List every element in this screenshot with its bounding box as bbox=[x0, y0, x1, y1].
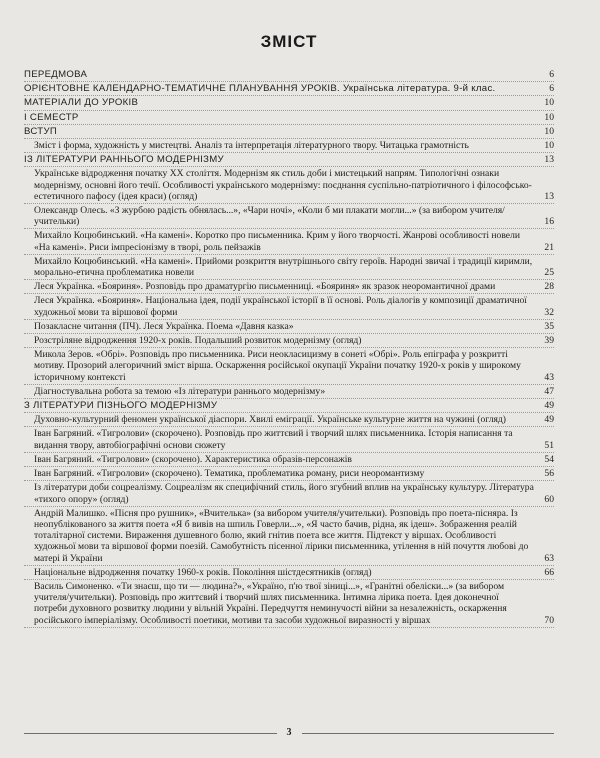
toc-entry bbox=[24, 167, 554, 204]
toc-section-heading bbox=[24, 82, 554, 96]
toc-entry-text: З ЛІТЕРАТУРИ ПІЗНЬОГО МОДЕРНІЗМУ bbox=[24, 400, 218, 412]
toc-section-heading bbox=[24, 125, 554, 139]
toc-page-number: 39 bbox=[544, 335, 554, 347]
toc-entry-text: Леся Українка. «Бояриня». Розповідь про драматургію письменниці. «Бояриня» як зразок неоромантичної драми bbox=[34, 281, 496, 293]
toc-section-heading bbox=[24, 399, 554, 413]
toc-page-number: 28 bbox=[544, 281, 554, 293]
toc-page-number: 6 bbox=[549, 83, 554, 95]
toc-entry-text: Іван Багряний. «Тигролови» (скорочено). Характеристика образів-персонажів bbox=[34, 453, 352, 465]
page-footer bbox=[24, 727, 554, 738]
toc-page-number: 43 bbox=[544, 371, 554, 383]
toc-entry bbox=[24, 204, 554, 229]
toc-entry bbox=[24, 507, 554, 566]
toc-entry bbox=[24, 280, 554, 294]
toc-entry-text: Національне відродження початку 1960-х років. Покоління шістдесятників (огляд) bbox=[34, 566, 372, 578]
toc-entry-text: Зміст і форма, художність у мистецтві. Аналіз та інтерпретація літературного твору. Читацька грамотність bbox=[34, 140, 469, 152]
page-number: 3 bbox=[277, 727, 302, 738]
toc-page-number: 54 bbox=[544, 453, 554, 465]
toc-page-number: 63 bbox=[544, 552, 554, 564]
toc-entry bbox=[24, 385, 554, 399]
toc-page-number: 49 bbox=[544, 414, 554, 426]
toc-page-number: 10 bbox=[544, 97, 554, 109]
toc-entry-text: ІЗ ЛІТЕРАТУРИ РАННЬОГО МОДЕРНІЗМУ bbox=[24, 154, 224, 166]
toc-entry-text: ПЕРЕДМОВА bbox=[24, 69, 88, 80]
toc-entry-text: Михайло Коцюбинський. «На камені». Коротко про письменника. Крим у його творчості. Жанрові особливості новели «На камені». Риси імпресіонізму в творі, роль пейзажів bbox=[34, 230, 520, 253]
toc-entry-text: Василь Симоненко. «Ти знаєш, що ти — людина?», «Україно, п'ю твої зіниці...», «Гранітні обеліски...» (за вибором учителя/учительки). Розповідь про життєвий і творчий шлях письменника. Інтимна лірика поета. Ідея доконечної потреби духовного розвитку людини у вільній Україні. Передчуття неминучості війни за незалежність, оскарження російського імперіалізму. Особливості поетики, мотиви та засоби художньої виразності у віршах bbox=[34, 580, 507, 626]
toc-section-heading bbox=[24, 153, 554, 167]
toc-entry-text: Духовно-культурний феномен української діаспори. Хвилі еміграції. Українське культурне життя на чужині (огляд) bbox=[34, 414, 506, 426]
toc-entry-text: Андрій Малишко. «Пісня про рушник», «Вчителька» (за вибором учителя/учительки). Розповідь про поета-пісняра. Із неопублікованого за життя поета «Я б вивів на шпиль Говерли...», «Я часто бачив, рідна, як ідеш». Зображення реалій тоталітарної системи. Вираження душевного болю, який гнітив поета все життя. Підтекст у віршах. Особливості художньої мови та віршової форми поезій. Самобутність пісенної лірики письменника, утілення в ній почуття любові до матері й України bbox=[34, 507, 529, 564]
toc-page-number: 35 bbox=[544, 320, 554, 332]
toc-entry bbox=[24, 580, 554, 628]
toc-entry-text: Олександр Олесь. «З журбою радість обнялась...», «Чари ночі», «Коли б ми плакати могли...» (за вибором учителя/учительки) bbox=[34, 205, 505, 228]
toc-page-number: 49 bbox=[544, 400, 554, 412]
toc-entry-text: Микола Зеров. «Обрі». Розповідь про письменника. Риси неокласицизму в сонеті «Обрі». Роль епіграфа у розкритті мотиву. Прозорий алегоричний зміст вірша. Оскарження російської окупації України початку 1920-х років у широкому історичному контексті bbox=[34, 349, 521, 383]
toc-entry-text: Позакласне читання (ПЧ). Леся Українка. Поема «Давня казка» bbox=[34, 320, 294, 332]
table-of-contents bbox=[24, 68, 554, 628]
toc-section-heading bbox=[24, 68, 554, 82]
page-title: ЗМІСТ bbox=[260, 32, 318, 51]
toc-entry bbox=[24, 229, 554, 254]
toc-page-number: 66 bbox=[544, 566, 554, 578]
toc-entry bbox=[24, 255, 554, 280]
toc-entry-text: Із літератури доби соцреалізму. Соцреалізм як специфічний стиль, його згубний вплив на українську культуру. Література «тихого опору» (огляд) bbox=[34, 482, 534, 505]
toc-page-number: 47 bbox=[544, 385, 554, 397]
toc-entry bbox=[24, 481, 554, 506]
toc-page-number: 16 bbox=[544, 216, 554, 228]
toc-entry-text: Михайло Коцюбинський. «На камені». Прийоми розкриття внутрішнього світу героїв. Народні звичаї і традиції киримли, морально-етична проблематика новели bbox=[34, 255, 533, 279]
toc-page-number: 51 bbox=[544, 439, 554, 451]
toc-entry-text: ВСТУП bbox=[24, 125, 58, 137]
toc-entry-text: Українське відродження початку ХХ століття. Модернізм як стиль доби і мистецький напрям. Типологічні ознаки модернізму, основні його течії. Особливості українського модернізму: поєднання суспільно-патріотичного і філософсько-естетичного пафосу (ідея краси) (огляд) bbox=[34, 168, 532, 202]
toc-page-number: 60 bbox=[544, 493, 554, 505]
toc-entry bbox=[24, 348, 554, 385]
toc-page-number: 10 bbox=[544, 125, 554, 137]
toc-section-heading bbox=[24, 111, 554, 125]
toc-entry-text: І СЕМЕСТР bbox=[24, 111, 79, 123]
toc-page-number: 13 bbox=[544, 190, 554, 202]
toc-page-number: 25 bbox=[544, 267, 554, 279]
toc-entry bbox=[24, 294, 554, 319]
toc-entry-text: МАТЕРІАЛИ ДО УРОКІВ bbox=[24, 97, 139, 109]
toc-page-number: 10 bbox=[544, 140, 554, 152]
toc-page-number: 56 bbox=[544, 468, 554, 480]
toc-page-number: 10 bbox=[544, 111, 554, 123]
toc-entry bbox=[24, 566, 554, 580]
toc-section-heading bbox=[24, 96, 554, 110]
toc-entry-text: ОРІЄНТОВНЕ КАЛЕНДАРНО-ТЕМАТИЧНЕ ПЛАНУВАННЯ УРОКІВ. Українська література. 9-й клас. bbox=[24, 83, 496, 95]
toc-entry bbox=[24, 413, 554, 427]
toc-entry bbox=[24, 427, 554, 452]
toc-entry bbox=[24, 453, 554, 467]
toc-page-number: 13 bbox=[544, 154, 554, 166]
toc-entry bbox=[24, 467, 554, 481]
toc-entry bbox=[24, 139, 554, 153]
toc-page-number: 32 bbox=[544, 306, 554, 318]
toc-entry-text: Іван Багряний. «Тигролови» (скорочено). Тематика, проблематика роману, риси неоромантизму bbox=[34, 468, 425, 480]
toc-page-number: 6 bbox=[549, 69, 554, 80]
toc-entry bbox=[24, 334, 554, 348]
toc-entry-text: Діагностувальна робота за темою «Із літератури раннього модернізму» bbox=[34, 385, 326, 397]
toc-entry-text: Леся Українка. «Бояриня». Національна ідея, події української історії в її основі. Роль діалогів у композиції драматичної художньої мови та віршової форми bbox=[34, 295, 527, 318]
toc-page-number: 21 bbox=[544, 241, 554, 253]
toc-entry bbox=[24, 320, 554, 334]
toc-entry-text: Розстріляне відродження 1920-х років. Подальший розвиток модернізму (огляд) bbox=[34, 335, 362, 347]
toc-page-number: 70 bbox=[544, 614, 554, 626]
toc-entry-text: Іван Багряний. «Тигролови» (скорочено). Розповідь про життєвий і творчий шлях письменника. Історія написання та видання твору, автобіографічні основи сюжету bbox=[34, 428, 513, 451]
